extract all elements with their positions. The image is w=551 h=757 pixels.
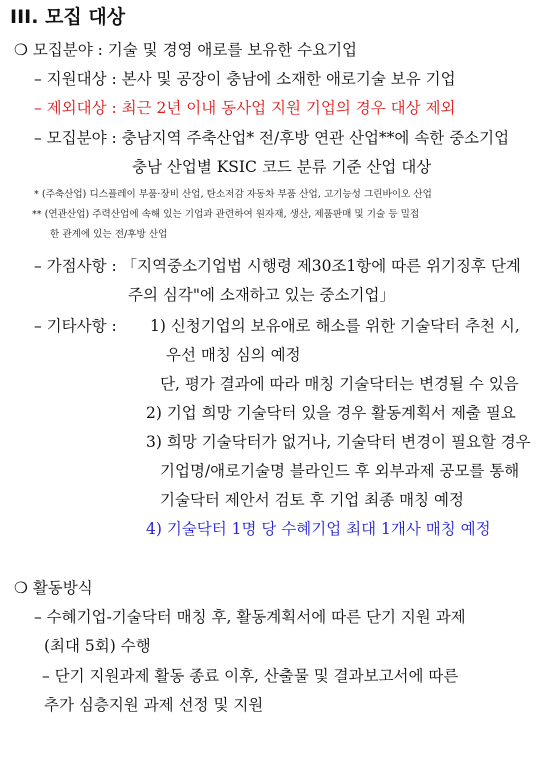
bonus-line-1: – 가점사항 : 「지역중소기업법 시행령 제30조1항에 따른 위기징후 단계 <box>34 257 521 275</box>
other-item-1a: 1) 신청기업의 보유애로 해소를 위한 기술닥터 추천 시, <box>150 317 520 335</box>
recruit-field-line-2: 충남 산업별 KSIC 코드 분류 기준 산업 대상 <box>132 158 432 176</box>
other-item-3b: 기업명/애로기술명 블라인드 후 외부과제 공모를 통해 <box>160 462 520 480</box>
excluded-target: – 제외대상 : 최근 2년 이내 동사업 지원 기업의 경우 대상 제외 <box>34 99 456 117</box>
activity-line-2b: 추가 심층지원 과제 선정 및 지원 <box>44 696 264 714</box>
other-item-1b: 우선 매칭 심의 예정 <box>166 346 301 364</box>
activity-line-1b: (최대 5회) 수행 <box>44 637 151 655</box>
other-item-4: 4) 기술닥터 1명 당 수혜기업 최대 1개사 매칭 예정 <box>146 520 491 538</box>
recruit-field-line-1: – 모집분야 : 충남지역 주축산업* 전/후방 연관 산업**에 속한 중소기업 <box>34 129 510 147</box>
activity-heading: ❍ 활동방식 <box>14 579 93 597</box>
other-item-1c: 단, 평가 결과에 따라 매칭 기술닥터는 변경될 수 있음 <box>160 375 519 393</box>
activity-line-2a: – 단기 지원과제 활동 종료 이후, 산출물 및 결과보고서에 따른 <box>42 667 459 685</box>
footnote-related-industry: ** (연관산업) 주력산업에 속해 있는 기업과 관련하여 원자재, 생산, 제품판매 및 기술 등 밀접 <box>32 209 420 220</box>
footnote-core-industry: * (주축산업) 디스플레이 부품·장비 산업, 탄소저감 자동차 부품 산업, 고기능성 그린바이오 산업 <box>34 189 432 200</box>
other-item-3a: 3) 희망 기술닥터가 없거나, 기술닥터 변경이 필요할 경우 <box>146 433 531 451</box>
bonus-line-2: 주의 심각"에 소재하고 있는 중소기업」 <box>128 286 395 304</box>
support-target: – 지원대상 : 본사 및 공장이 충남에 소재한 애로기술 보유 기업 <box>34 70 456 88</box>
section-title: III. 모집 대상 <box>10 6 126 28</box>
other-item-2: 2) 기업 희망 기술닥터 있을 경우 활동계획서 제출 필요 <box>146 404 516 422</box>
recruit-field-heading: ❍ 모집분야 : 기술 및 경영 애로를 보유한 수요기업 <box>14 41 358 59</box>
other-item-3c: 기술닥터 제안서 검토 후 기업 최종 매칭 예정 <box>160 491 465 509</box>
footnote-related-industry-cont: 한 관계에 있는 전/후방 산업 <box>50 229 168 240</box>
other-label: – 기타사항 : <box>34 317 117 335</box>
activity-line-1a: – 수혜기업-기술닥터 매칭 후, 활동계획서에 따른 단기 지원 과제 <box>34 608 466 626</box>
